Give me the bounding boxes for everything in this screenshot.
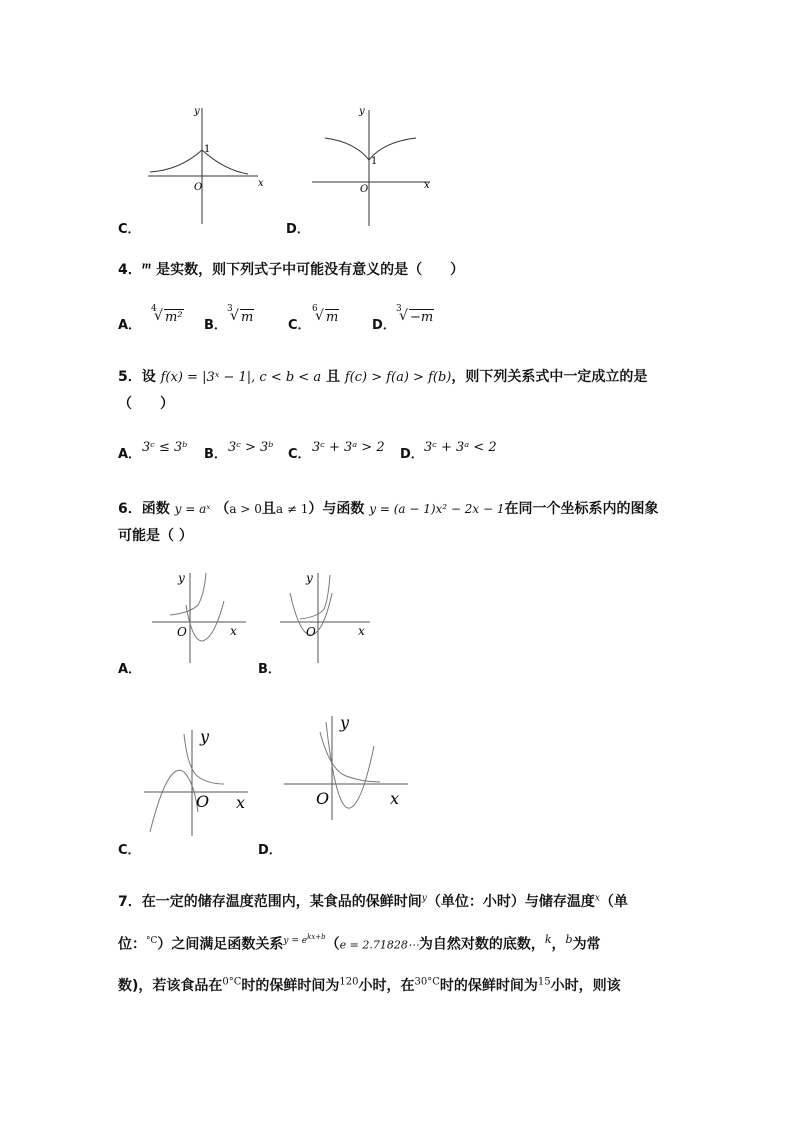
q6-option-a-label: A． <box>118 662 142 677</box>
q6-graph-b-exp-curve <box>300 575 330 619</box>
radical-icon: √ <box>230 308 239 324</box>
q4-text: 是实数，则下列式子中可能没有意义的是（ ） <box>151 262 465 278</box>
q7-unit: °C <box>146 936 158 946</box>
q4-option-c-label: C． <box>288 318 311 333</box>
q6-cond-close: ）与函数 <box>308 501 365 517</box>
q7-line2-a: 位： <box>118 936 146 953</box>
graph-d-x-label: x <box>424 180 430 191</box>
q4-option-b-index: 3 <box>227 304 233 314</box>
q4-stem <box>118 259 464 279</box>
q6-graph-a <box>152 571 246 663</box>
graph-c-curve <box>150 150 248 174</box>
q6-graphs-cd <box>140 712 420 840</box>
q6-graph-d-origin: O <box>316 789 330 808</box>
q7-line3-c: 小时，在 <box>358 978 415 994</box>
q7-line3-a: 数)，若该食品在 <box>118 978 223 994</box>
q4-option-d-index: 3 <box>396 304 402 314</box>
graph-c-x-label: x <box>258 178 264 189</box>
q6-graph-c-origin: O <box>196 792 210 811</box>
q4-option-a-index: 4 <box>151 304 157 314</box>
graph-d-one: 1 <box>371 156 378 167</box>
q6-option-d-label: D． <box>258 843 282 858</box>
graph-c <box>148 106 264 224</box>
q4-option-a-label: A． <box>118 318 142 333</box>
q4-number: 4． <box>118 262 142 278</box>
q7-h2: 15 <box>537 976 551 988</box>
q7-line1-a: 7．在一定的储存温度范围内，某食品的保鲜时间 <box>118 894 422 910</box>
q6-cond1: a > 0 <box>229 502 262 516</box>
q6-graph-a-parabola <box>186 601 224 641</box>
q6-graph-b-origin: O <box>306 625 316 639</box>
q7-line1 <box>118 891 628 911</box>
q5-option-d-expr: 3ᶜ + 3ᵃ < 2 <box>424 440 497 455</box>
q6-graph-d-exp-curve <box>320 732 380 782</box>
q7-t2: 30°C <box>414 976 440 988</box>
q6-f2: y = (a − 1)x² − 2x − 1 <box>369 502 505 516</box>
q7-formula: y = e <box>283 936 308 946</box>
q5-number: 5．设 <box>118 369 156 385</box>
q7-line2-c: （ <box>325 936 340 953</box>
q4-option-d-radicand: −m <box>410 310 434 325</box>
q6-option-c-label: C． <box>118 843 141 858</box>
q7-h1: 120 <box>339 976 359 988</box>
q5-and: 且 <box>325 369 340 385</box>
q6-graph-d-y-label: y <box>340 713 350 732</box>
q4-option-a-radicand: m² <box>165 310 183 325</box>
q6-graph-b <box>280 571 370 663</box>
graph-d-y-label: y <box>359 106 365 117</box>
q6-graph-a-exp-curve <box>170 573 206 615</box>
q4-option-c-index: 6 <box>312 304 318 314</box>
q7-var-y: y <box>421 893 427 904</box>
q5-option-c-label: C． <box>288 447 311 462</box>
q6-f1: y = aˣ <box>174 502 211 516</box>
graph-d-origin: O <box>360 184 369 195</box>
graph-d <box>312 106 430 226</box>
q7-b: b <box>565 933 573 946</box>
q6-graphs-ab <box>140 565 380 665</box>
q7-var-x: x <box>594 893 600 904</box>
q6-graph-c-parabola <box>150 770 198 832</box>
q5-option-a-label: A． <box>118 447 142 462</box>
q6-graph-d <box>284 713 408 820</box>
q4-option-d-label: D． <box>372 318 396 333</box>
q5-expr2: f(c) > f(a) > f(b) <box>344 370 452 385</box>
q7-t1: 0°C <box>222 976 242 988</box>
radical-icon: √ <box>315 308 324 324</box>
q6-graph-a-origin: O <box>177 625 187 639</box>
q6-graph-c-x-label: x <box>236 793 246 812</box>
graph-c-y-label: y <box>194 106 200 117</box>
q6-stem <box>118 498 659 518</box>
q7-line3 <box>118 975 621 995</box>
q6-graph-b-x-label: x <box>358 624 365 638</box>
q7-comma: ， <box>551 936 566 953</box>
q5-option-c-expr: 3ᶜ + 3ᵃ > 2 <box>312 440 385 455</box>
q7-k: k <box>544 933 552 946</box>
q6-graph-c <box>144 727 248 836</box>
q5-option-b-label: B． <box>204 447 227 462</box>
q7-line2 <box>118 933 601 954</box>
graph-c-one: 1 <box>204 144 211 155</box>
q6-graph-d-x-label: x <box>390 789 400 808</box>
radical-icon: √ <box>399 308 408 324</box>
q4-option-b-label: B． <box>204 318 227 333</box>
q4-option-b-radicand: m <box>241 310 254 325</box>
q6-and: 且 <box>261 501 276 517</box>
q4-options <box>118 306 458 332</box>
q6-graph-c-y-label: y <box>200 727 210 746</box>
q7-formula-exp: kx+b <box>307 933 326 941</box>
q6-cond-open: （ <box>215 501 230 517</box>
q4-option-c-radicand: m <box>326 310 339 325</box>
q5-option-a-expr: 3ᶜ ≤ 3ᵇ <box>142 440 188 455</box>
radical-icon: √ <box>154 308 163 324</box>
q6-graph-a-y-label: y <box>178 571 185 585</box>
q7-line1-c: （单 <box>599 894 628 910</box>
q7-line2-e: 为常 <box>572 936 601 953</box>
q6-graph-b-y-label: y <box>306 571 313 585</box>
q5-options <box>118 440 518 460</box>
q4-var: m <box>141 261 152 272</box>
top-option-d-label: D． <box>286 222 310 237</box>
q6-cond2: a ≠ 1 <box>275 502 309 516</box>
q7-line2-b: ）之间满足函数关系 <box>157 936 284 953</box>
q5-option-b-expr: 3ᶜ > 3ᵇ <box>228 440 274 455</box>
q7-e-value: e = 2.71828⋯ <box>339 938 419 952</box>
q6-text: 在同一个坐标系内的图象 <box>504 501 659 517</box>
q7-line3-d: 时的保鲜时间为 <box>439 978 538 994</box>
q6-line2: 可能是（ ） <box>118 528 193 544</box>
q6-number: 6．函数 <box>118 501 170 517</box>
q6-graph-a-x-label: x <box>230 624 237 638</box>
q5-stem <box>118 366 647 386</box>
top-option-c-label: C． <box>118 222 141 237</box>
q5-option-d-label: D． <box>400 447 424 462</box>
q7-line2-d: 为自然对数的底数， <box>418 936 545 953</box>
top-graphs <box>140 100 440 232</box>
graph-c-origin: O <box>194 182 203 193</box>
q5-paren: （ ） <box>118 396 174 412</box>
q5-text: ，则下列关系式中一定成立的是 <box>451 369 648 385</box>
q6-option-b-label: B． <box>258 662 281 677</box>
q7-line1-b: （单位：小时）与储存温度 <box>426 894 595 910</box>
q7-line3-e: 小时，则该 <box>550 978 621 994</box>
q7-line3-b: 时的保鲜时间为 <box>241 978 340 994</box>
q5-expr1: f(x) = |3ˣ − 1|, c < b < a <box>160 370 322 385</box>
